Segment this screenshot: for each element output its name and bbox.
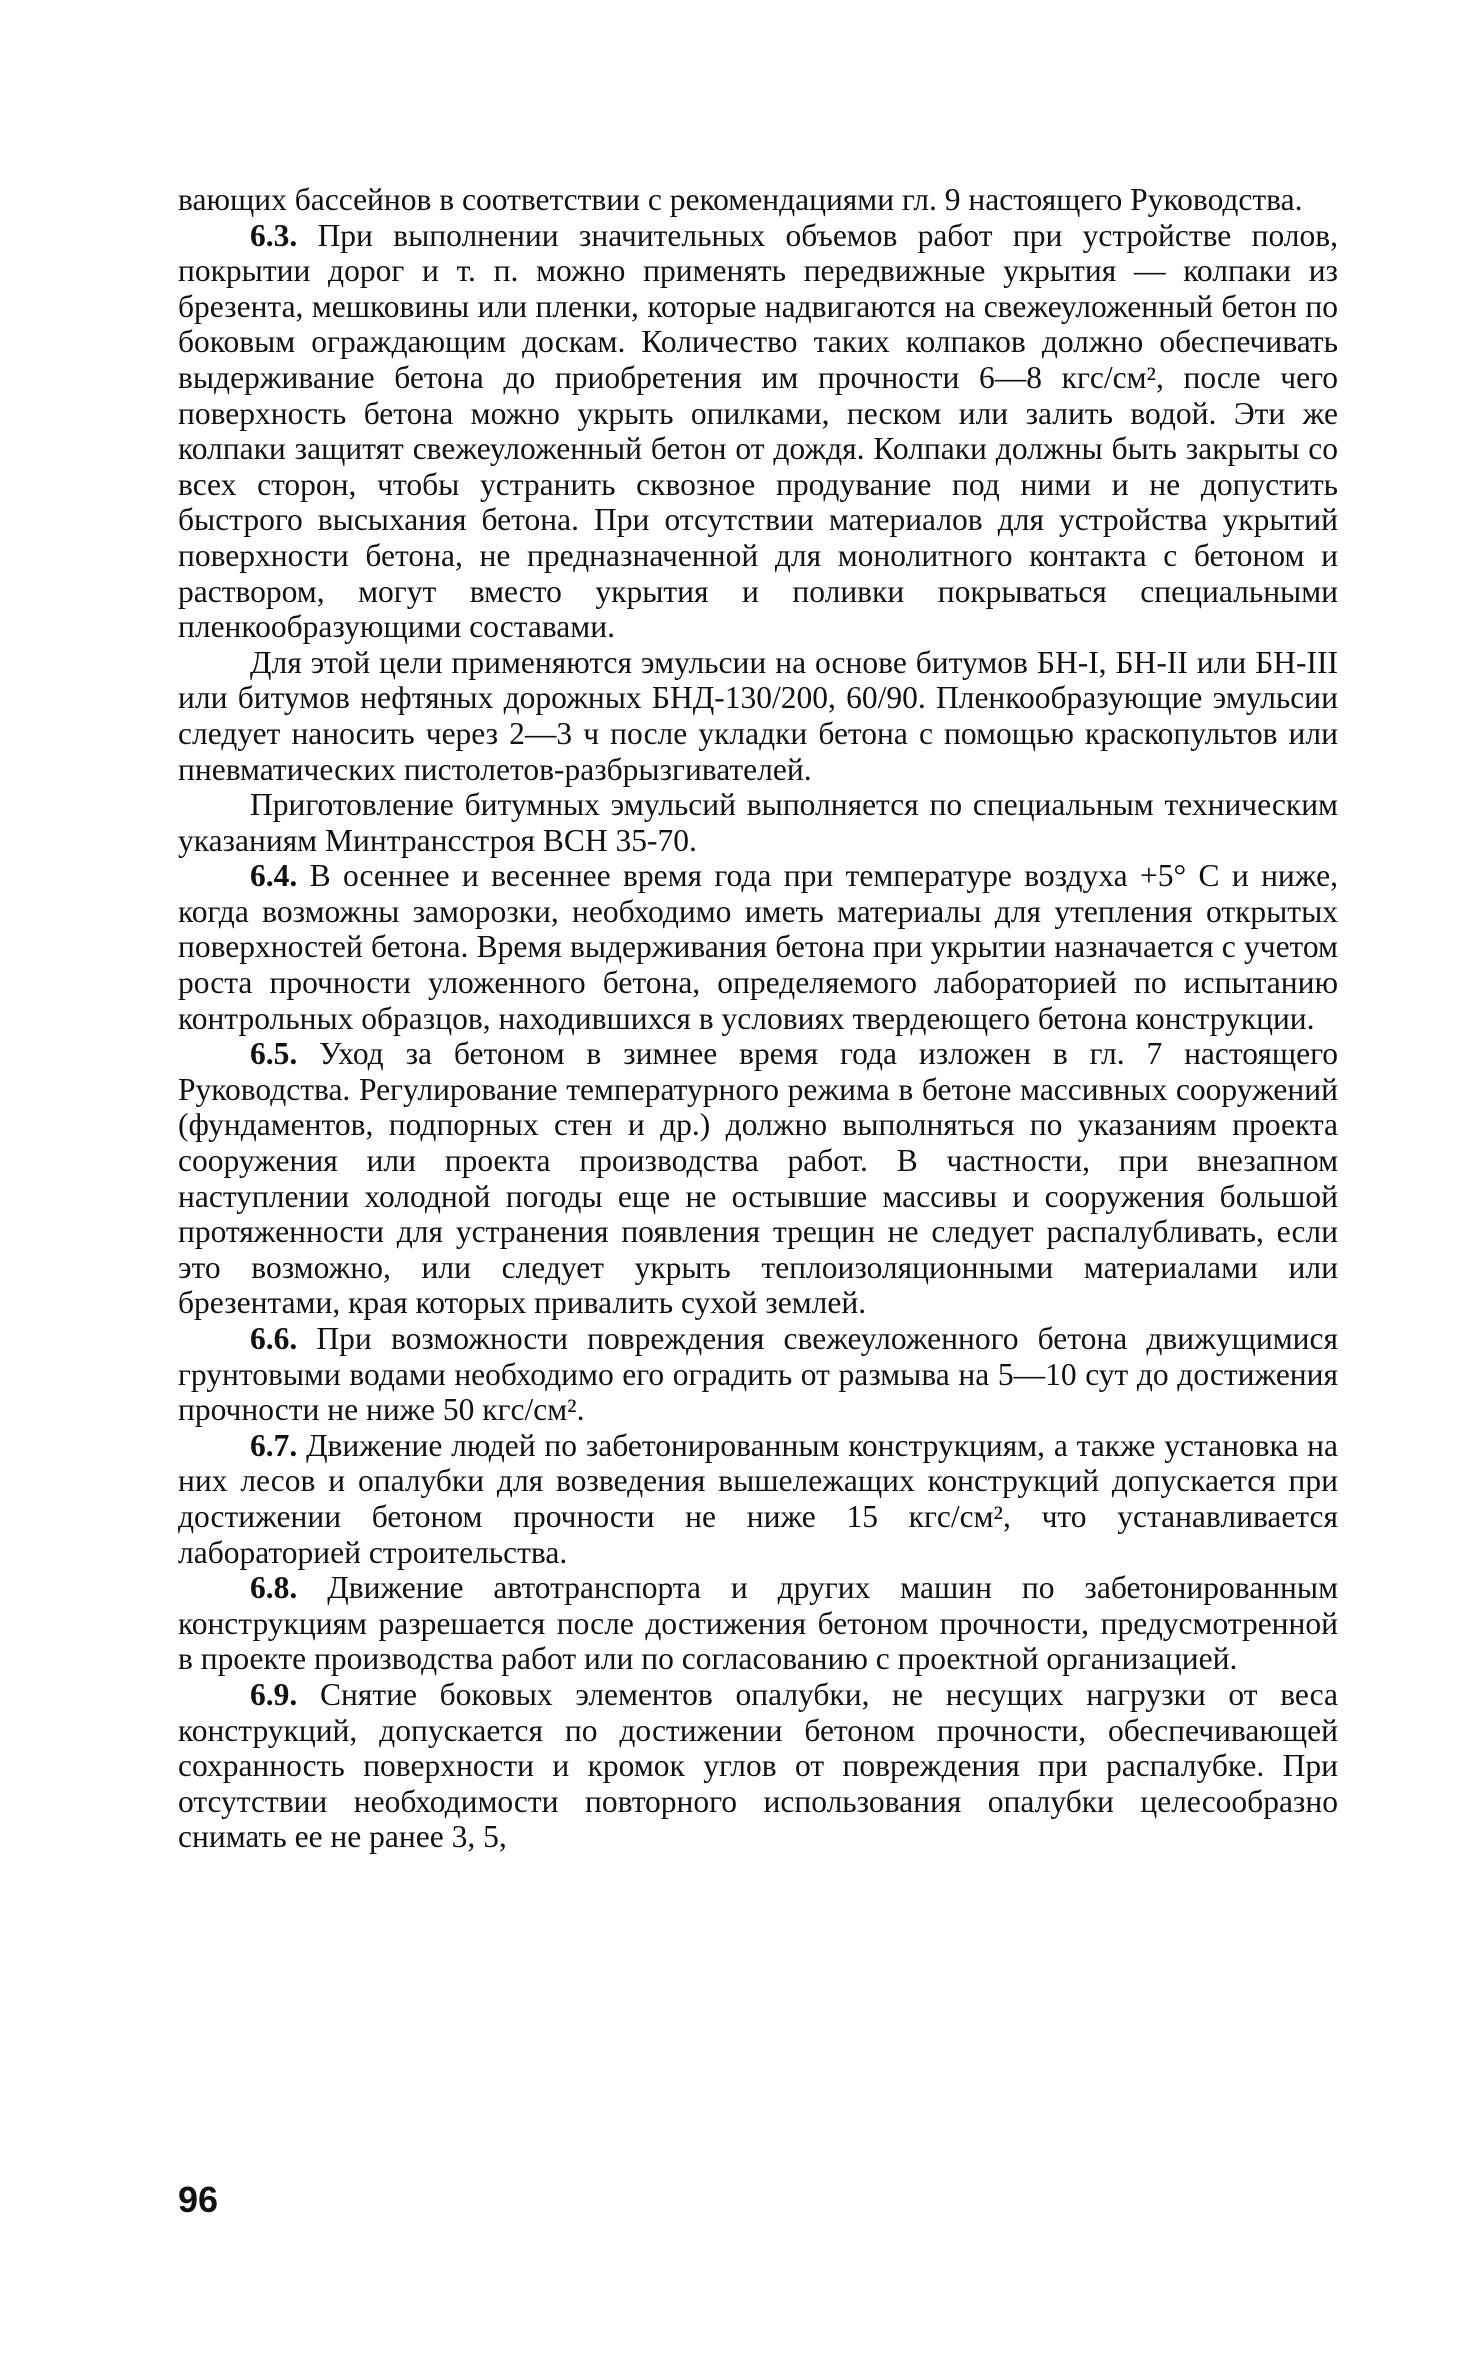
- section-number: 6.9.: [250, 1676, 298, 1712]
- paragraph-text: Движение людей по забетонированным конструкциям, а также установка на них лесов и опалубки для возведения вышележащих конструкций допускается при достижении бетоном прочности не ниже 15 кгс/см², что устанавливается лабораторией строительства.: [178, 1427, 1338, 1570]
- page-body: [178, 182, 1338, 1855]
- paragraph-text: В осеннее и весеннее время года при температуре воздуха +5° С и ниже, когда возможны заморозки, необходимо иметь материалы для утепления открытых поверхностей бетона. Время выдерживания бетона при укрытии назначается с учетом роста прочности уложенного бетона, определяемого лабораторией по испытанию контрольных образцов, находившихся в условиях твердеющего бетона конструкции.: [178, 858, 1338, 1036]
- paragraph-preparation: [178, 787, 1338, 858]
- paragraph-continuation: [178, 182, 1338, 218]
- section-6-6: [178, 1321, 1338, 1428]
- section-number: 6.3.: [250, 217, 298, 253]
- page-number: 96: [178, 2179, 219, 2220]
- section-6-3: [178, 218, 1338, 645]
- paragraph-text: Для этой цели применяются эмульсии на основе битумов БН-I, БН-II или БН-III или битумов нефтяных дорожных БНД-130/200, 60/90. Пленкообразующие эмульсии следует наносить через 2—3 ч после укладки бетона с помощью краскопультов или пневматических пистолетов-разбрызгивателей.: [178, 644, 1338, 787]
- section-number: 6.8.: [250, 1570, 298, 1606]
- section-number: 6.6.: [250, 1321, 298, 1356]
- section-6-4: [178, 858, 1338, 1036]
- section-6-8: [178, 1570, 1338, 1677]
- paragraph-emulsions: [178, 645, 1338, 787]
- section-number: 6.4.: [250, 858, 298, 894]
- section-6-5: [178, 1036, 1338, 1321]
- section-number: 6.5.: [250, 1036, 298, 1072]
- section-6-7: [178, 1428, 1338, 1570]
- paragraph-text: Уход за бетоном в зимнее время года изложен в гл. 7 настоящего Руководства. Регулирование температурного режима в бетоне массивных сооружений (фундаментов, подпорных стен и др.) должно выполняться по указаниям проекта сооружения или проекта производства работ. В частности, при внезапном наступлении холодной погоды еще не остывшие массивы и сооружения большой протяженности для устранения появления трещин не следует распалубливать, если это возможно, или следует укрыть теплоизоляционными материалами или брезентами, края которых привалить сухой землей.: [178, 1036, 1339, 1321]
- paragraph-text: Приготовление битумных эмульсий выполняется по специальным техническим указаниям Минтрансстроя ВСН 35-70.: [178, 787, 1338, 858]
- paragraph-text: вающих бассейнов в соответствии с рекомендациями гл. 9 настоящего Руководства.: [178, 182, 1303, 217]
- paragraph-text: При возможности повреждения свежеуложенного бетона движущимися грунтовыми водами необходимо его оградить от размыва на 5—10 сут до достижения прочности не ниже 50 кгс/см².: [178, 1321, 1338, 1428]
- paragraph-text: Снятие боковых элементов опалубки, не несущих нагрузки от веса конструкций, допускается по достижении бетоном прочности, обеспечивающей сохранность поверхности и кромок углов от повреждения при распалубке. При отсутствии необходимости повторного использования опалубки целесообразно снимать ее не ранее 3, 5,: [178, 1676, 1338, 1855]
- section-number: 6.7.: [250, 1427, 298, 1463]
- paragraph-text: При выполнении значительных объемов работ при устройстве полов, покрытии дорог и т. п. можно применять передвижные укрытия — колпаки из брезента, мешковины или пленки, которые надвигаются на свежеуложенный бетон по боковым ограждающим доскам. Количество таких колпаков должно обеспечивать выдерживание бетона до приобретения им прочности 6—8 кгс/см², после чего поверхность бетона можно укрыть опилками, песком или залить водой. Эти же колпаки защитят свежеуложенный бетон от дождя. Колпаки должны быть закрыты со всех сторон, чтобы устранить сквозное продувание под ними и не допустить быстрого высыхания бетона. При отсутствии материалов для устройства укрытий поверхности бетона, не предназначенной для монолитного контакта с бетоном и раствором, могут вместо укрытия и поливки покрываться специальными пленкообразующими составами.: [178, 217, 1338, 645]
- paragraph-text: Движение автотранспорта и других машин по забетонированным конструкциям разрешается после достижения бетоном прочности, предусмотренной в проекте производства работ или по согласованию с проектной организацией.: [178, 1570, 1339, 1677]
- section-6-9: [178, 1677, 1338, 1855]
